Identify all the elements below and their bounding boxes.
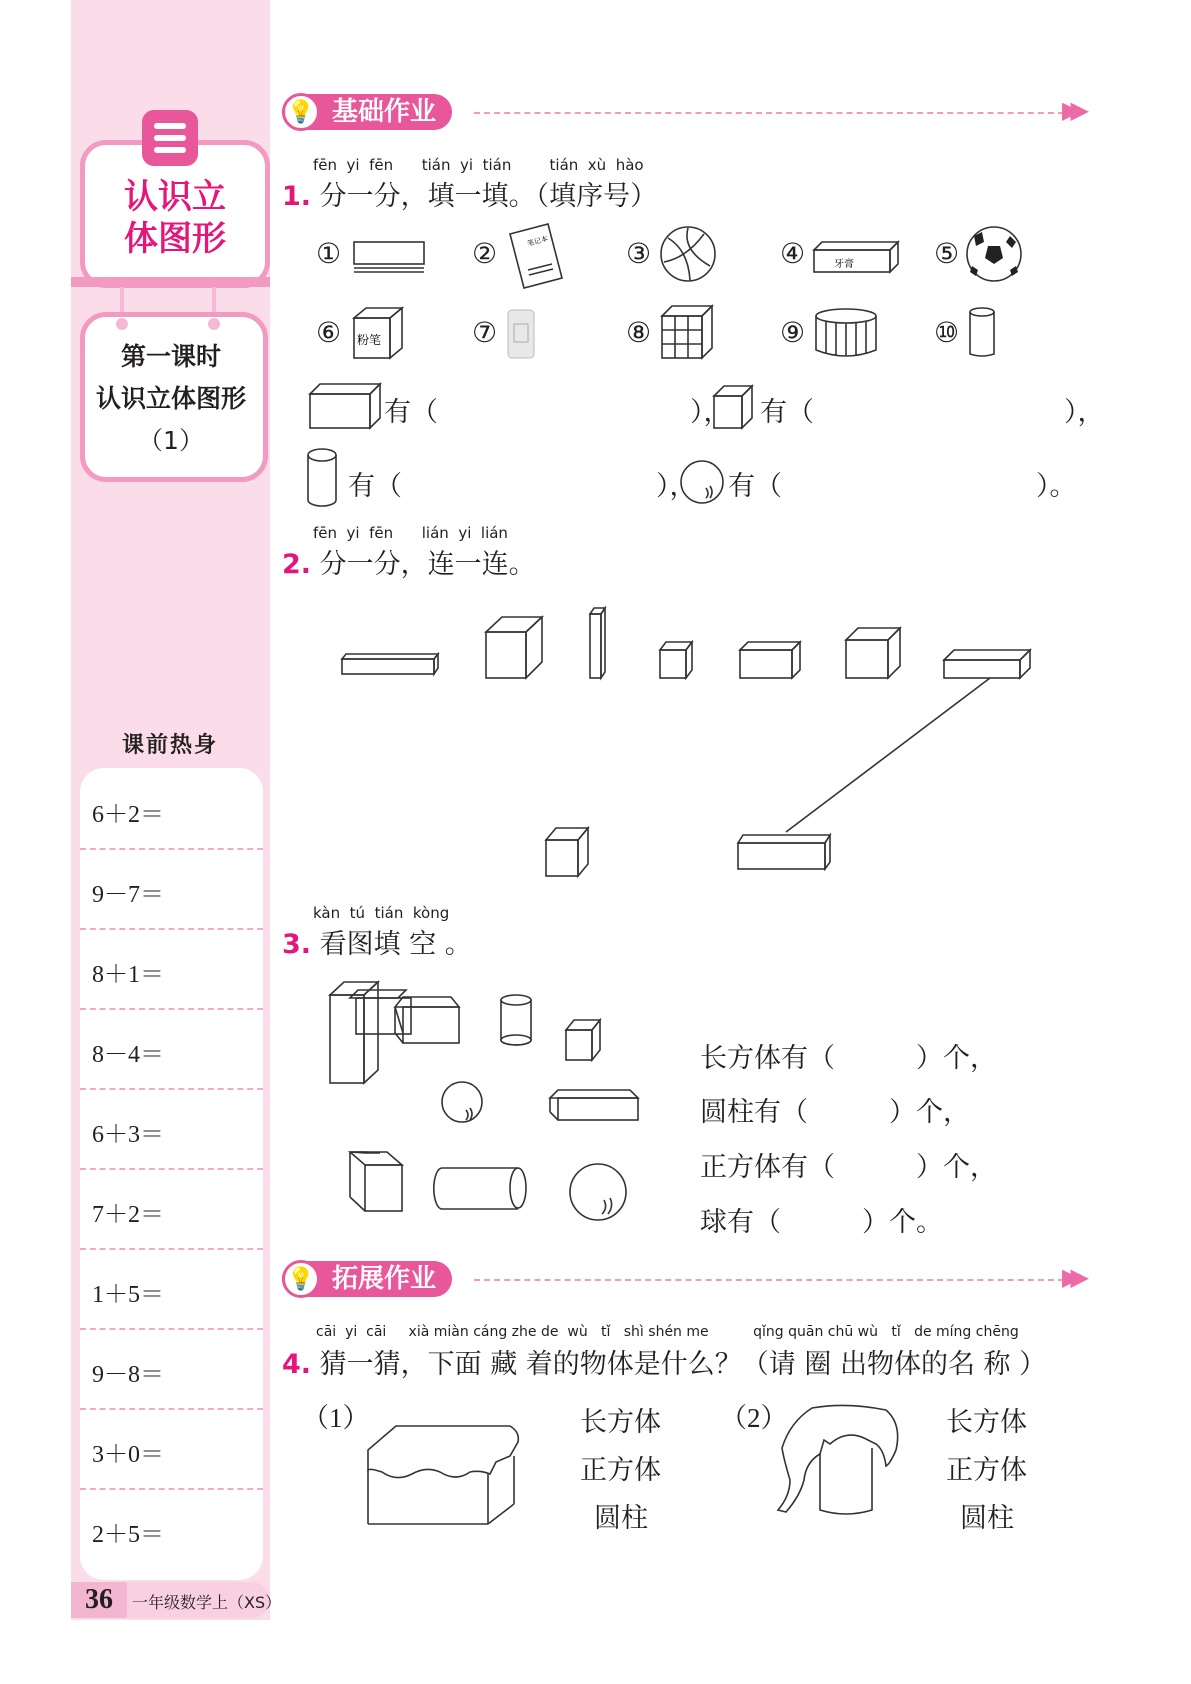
warmup-item[interactable]: 2＋5＝ [92,1522,164,1548]
shape-tall-cuboid [330,982,378,1083]
q2-title: 2. 分一分，连一连。 [282,549,536,580]
q2-pinyin: fēn yi fēn lián yi lián [313,524,508,542]
q3-title: 3. 看图填 空 。 [282,929,472,960]
q1-fill-cuboid[interactable]: 有（ [384,397,438,428]
lesson-line1: 第一课时 [120,342,221,371]
option-cylinder[interactable]: 圆柱 [594,1503,648,1533]
q3-line-cylinder[interactable]: 圆柱有（ ）个， [700,1097,970,1127]
q1-title: 1. 分一分，填一填。（填序号） [282,181,658,212]
q4-part2-label: （2） [720,1403,788,1433]
option-cuboid[interactable]: 长方体 [946,1407,1027,1437]
option-cylinder[interactable]: 圆柱 [960,1503,1014,1533]
q1-fill-sphere[interactable]: 有（ [728,471,782,502]
warmup-item[interactable]: 9－7＝ [80,848,263,930]
shape-sphere-2 [570,1164,626,1220]
item-label-8: ⑧ [626,318,652,349]
q4-part2-options [946,1398,1027,1542]
item-label-1: ① [316,239,342,270]
svg-text:粉笔: 粉笔 [357,333,382,347]
lesson-line2: 认识立体图形 [95,384,246,413]
item-label-4: ④ [780,239,806,270]
unit-title-line2: 体图形 [124,219,226,259]
item-label-5: ⑤ [934,239,960,270]
warmup-item[interactable]: 3＋0＝ [80,1408,263,1490]
section-basic-header: 基础作业 [282,94,452,130]
item-label-2: ② [472,239,498,270]
covered-cuboid-image [360,1400,540,1510]
option-cube[interactable]: 正方体 [946,1455,1027,1485]
covered-cylinder-image [776,1400,926,1520]
item-label-9: ⑨ [780,318,806,349]
warmup-item[interactable]: 6＋3＝ [80,1088,263,1170]
shape-sphere [442,1082,482,1122]
warmup-item[interactable]: 8＋1＝ [80,928,263,1010]
q1-pinyin: fēn yi fēn tián yi tián tián xù hào [313,156,644,174]
warmup-title: 课前热身 [121,733,218,758]
warmup-item[interactable]: 8－4＝ [80,1008,263,1090]
svg-text:牙膏: 牙膏 [834,259,854,270]
q3-line-cube[interactable]: 正方体有（ ）个， [700,1152,997,1182]
shape-cuboid-2 [395,997,459,1043]
section-divider [474,1279,1064,1281]
warmup-item[interactable]: 9－8＝ [80,1328,263,1410]
item-label-3: ③ [626,239,652,270]
q1-close: ）， [656,471,697,502]
double-arrow-icon: ▶▶ [1062,96,1079,124]
warmup-item[interactable]: 1＋5＝ [80,1248,263,1330]
item-label-10: ⑩ [934,318,960,349]
page-number: 36 [71,1582,127,1618]
double-arrow-icon: ▶▶ [1062,1263,1079,1291]
q1-close: ）， [1064,397,1105,428]
q4-pinyin: cāi yi cāi xià miàn cáng zhe de wù tǐ shì shén me qǐng quān chū wù tǐ de míng chēng [316,1324,1019,1340]
q1-close: ）。 [1036,471,1077,502]
warmup-item[interactable]: 6＋2＝ [80,768,263,850]
q1-fill-cube[interactable]: 有（ [760,397,814,428]
warmup-item[interactable]: 7＋2＝ [80,1168,263,1250]
shape-flat-cuboid [550,1090,638,1120]
svg-text:笔记本: 笔记本 [526,234,549,248]
section-extended-header: 拓展作业 [282,1261,452,1297]
q3-line-sphere[interactable]: 球有（ ）个。 [700,1207,943,1237]
q1-close: ）， [690,397,731,428]
q3-pinyin: kàn tú tián kòng [313,904,450,922]
option-cube[interactable]: 正方体 [580,1455,661,1485]
q3-line-cuboid[interactable]: 长方体有（ ）个， [700,1043,997,1073]
book-title: 一年级数学上（XS） [132,1593,282,1612]
lesson-line3: （1） [138,426,204,455]
shape-cube-2 [350,1152,402,1211]
shape-cylinder [501,995,531,1045]
lightbulb-icon: 💡 [282,93,320,131]
lightbulb-icon: 💡 [282,1260,320,1298]
shape-cube [566,1020,600,1060]
q4-part1-options [580,1398,661,1542]
item-label-7: ⑦ [472,318,498,349]
q4-part1-label: （1） [302,1403,370,1433]
q4-title: 4. 猜一猜，下面 藏 着的物体是什么？（请 圈 出物体的名 称 ） [282,1349,1047,1380]
unit-title-line1: 认识立 [124,177,226,217]
shape-lying-cylinder [434,1168,526,1209]
q1-fill-cylinder[interactable]: 有（ [348,471,402,502]
item-label-6: ⑥ [316,318,342,349]
option-cuboid[interactable]: 长方体 [580,1407,661,1437]
